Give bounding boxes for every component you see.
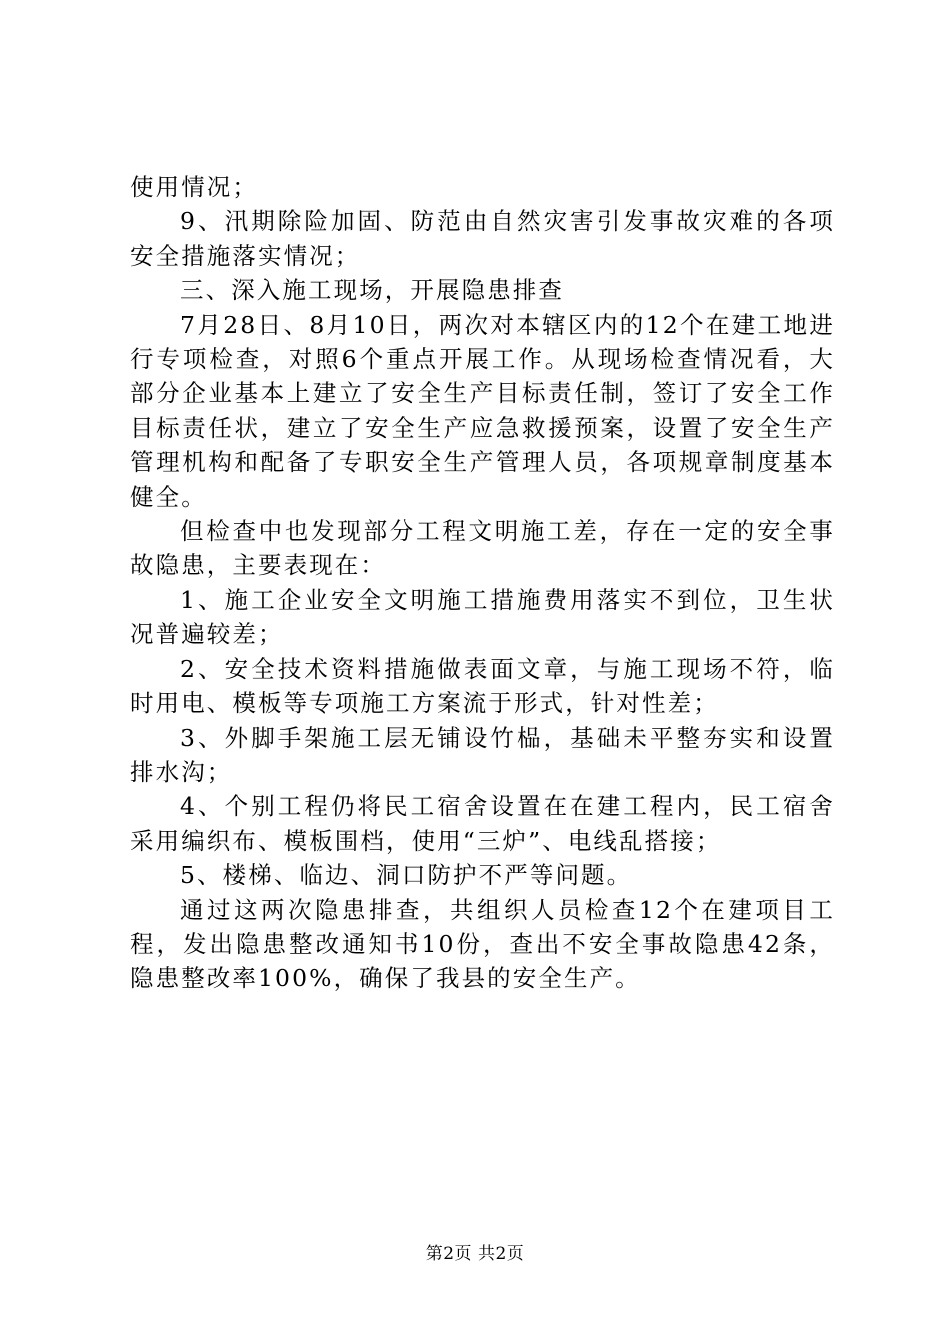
paragraph-issue-2: 2、安全技术资料措施做表面文章，与施工现场不符，临时用电、模板等专项施工方案流于形式，针对性差； <box>130 654 835 718</box>
paragraph-issue-3: 3、外脚手架施工层无铺设竹榀，基础未平整夯实和设置排水沟； <box>130 723 835 786</box>
paragraph-issues-intro: 但检查中也发现部分工程文明施工差，存在一定的安全事故隐患，主要表现在： <box>130 517 835 580</box>
paragraph-conclusion: 通过这两次隐患排查，共组织人员检查12个在建项目工程，发出隐患整改通知书10份，查出不安全事故隐患42条，隐患整改率100%，确保了我县的安全生产。 <box>130 895 835 993</box>
paragraph-inspection-summary: 7月28日、8月10日，两次对本辖区内的12个在建工地进行专项检查，对照6个重点开展工作。从现场检查情况看，大部分企业基本上建立了安全生产目标责任制，签订了安全工作目标责任状，建立了安全生产应急救援预案，设置了安全生产管理机构和配备了专职安全生产管理人员，各项规章制度基本健全。 <box>130 310 835 511</box>
paragraph-issue-1: 1、施工企业安全文明施工措施费用落实不到位，卫生状况普遍较差； <box>130 585 835 649</box>
paragraph-issue-5: 5、楼梯、临边、洞口防护不严等问题。 <box>180 861 633 890</box>
paragraph-issue-4: 4、个别工程仍将民工宿舍设置在在建工程内，民工宿舍采用编织布、模板围档，使用“三炉”、电线乱搭接； <box>130 792 835 855</box>
page-footer: 第2页 共2页 <box>425 1244 525 1264</box>
paragraph-continuation: 使用情况； <box>130 173 258 201</box>
paragraph-item-9: 9、汛期除险加固、防范由自然灾害引发事故灾难的各项安全措施落实情况； <box>130 207 835 270</box>
document-body <box>130 170 835 996</box>
section-heading-3: 三、深入施工现场，开展隐患排查 <box>180 276 564 305</box>
